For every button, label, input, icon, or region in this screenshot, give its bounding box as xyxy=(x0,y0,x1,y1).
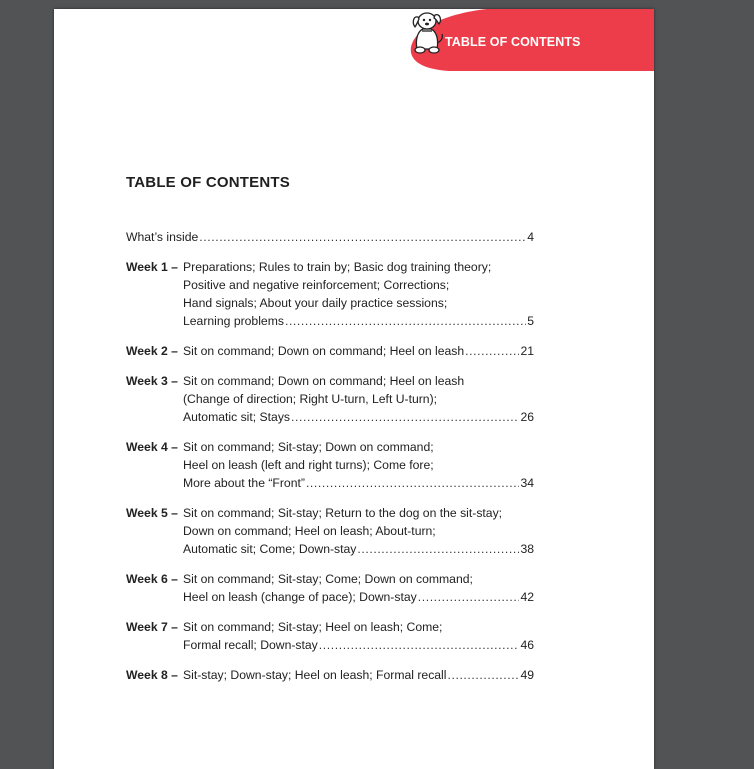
dot-leader xyxy=(291,408,519,426)
table-of-contents xyxy=(126,228,534,696)
toc-entry-line: Formal recall; Down-stay xyxy=(183,638,318,652)
week-label: Week 5 – xyxy=(126,506,178,520)
toc-entry-label: What’s inside xyxy=(126,230,199,244)
week-label: Week 6 – xyxy=(126,572,178,586)
page-title: TABLE OF CONTENTS xyxy=(126,174,290,191)
toc-entry-week-6[interactable] xyxy=(126,570,534,606)
toc-entry-line: Positive and negative reinforcement; Corrections; xyxy=(183,278,450,292)
section-tab-label: TABLE OF CONTENTS xyxy=(445,35,581,49)
toc-page-number: 5 xyxy=(527,314,534,328)
toc-entry-week-7[interactable] xyxy=(126,618,534,654)
toc-entry-week-2[interactable] xyxy=(126,342,534,360)
toc-entry-line: Sit on command; Sit-stay; Down on command; xyxy=(183,440,434,454)
toc-entry-line: Sit on command; Down on command; Heel on leash xyxy=(183,344,465,358)
dot-leader xyxy=(199,228,526,246)
dot-leader xyxy=(319,636,520,654)
toc-entry-line: Down on command; Heel on leash; About-turn; xyxy=(183,524,436,538)
toc-entry-week-3[interactable] xyxy=(126,372,534,426)
toc-entry-week-8[interactable] xyxy=(126,666,534,684)
toc-entry-line: Sit on command; Sit-stay; Heel on leash; Come; xyxy=(183,620,443,634)
toc-entry-line: Sit on command; Sit-stay; Return to the dog on the sit-stay; xyxy=(183,506,503,520)
toc-entry-line: Sit-stay; Down-stay; Heel on leash; Formal recall xyxy=(183,668,447,682)
dot-leader xyxy=(306,474,520,492)
document-page xyxy=(54,9,654,769)
toc-entry-line: Automatic sit; Come; Down-stay xyxy=(183,542,357,556)
week-label: Week 3 – xyxy=(126,374,178,388)
toc-entry-line: More about the “Front” xyxy=(183,476,305,490)
week-label: Week 4 – xyxy=(126,440,178,454)
toc-page-number: 38 xyxy=(520,542,534,556)
toc-page-number: 26 xyxy=(520,410,534,424)
dot-leader xyxy=(447,666,519,684)
toc-entry-line: Learning problems xyxy=(183,314,284,328)
dot-leader xyxy=(357,540,519,558)
toc-page-number: 49 xyxy=(520,668,534,682)
section-tab-banner xyxy=(409,9,654,71)
toc-entry-week-4[interactable] xyxy=(126,438,534,492)
toc-entry-line: Automatic sit; Stays xyxy=(183,410,291,424)
toc-page-number: 4 xyxy=(527,230,534,244)
cartoon-dog-icon xyxy=(409,9,445,55)
toc-entry-line: Sit on command; Down on command; Heel on leash xyxy=(183,374,465,388)
toc-page-number: 42 xyxy=(520,590,534,604)
toc-page-number: 46 xyxy=(520,638,534,652)
week-label: Week 7 – xyxy=(126,620,178,634)
toc-page-number: 21 xyxy=(520,344,534,358)
week-label: Week 8 – xyxy=(126,668,178,682)
toc-entry-line: Hand signals; About your daily practice sessions; xyxy=(183,296,448,310)
toc-page-number: 34 xyxy=(520,476,534,490)
dot-leader xyxy=(465,342,519,360)
toc-entry-line: Preparations; Rules to train by; Basic dog training theory; xyxy=(183,260,492,274)
week-label: Week 1 – xyxy=(126,260,178,274)
toc-entry-line: Heel on leash (left and right turns); Come fore; xyxy=(183,458,434,472)
toc-entry-line: (Change of direction; Right U-turn, Left U-turn); xyxy=(183,392,438,406)
toc-entry-week-1[interactable] xyxy=(126,258,534,330)
week-label: Week 2 – xyxy=(126,344,178,358)
toc-entry-line: Sit on command; Sit-stay; Come; Down on command; xyxy=(183,572,473,586)
dot-leader xyxy=(418,588,520,606)
toc-entry-intro[interactable] xyxy=(126,228,534,246)
toc-entry-line: Heel on leash (change of pace); Down-stay xyxy=(183,590,417,604)
dot-leader xyxy=(285,312,526,330)
toc-entry-week-5[interactable] xyxy=(126,504,534,558)
